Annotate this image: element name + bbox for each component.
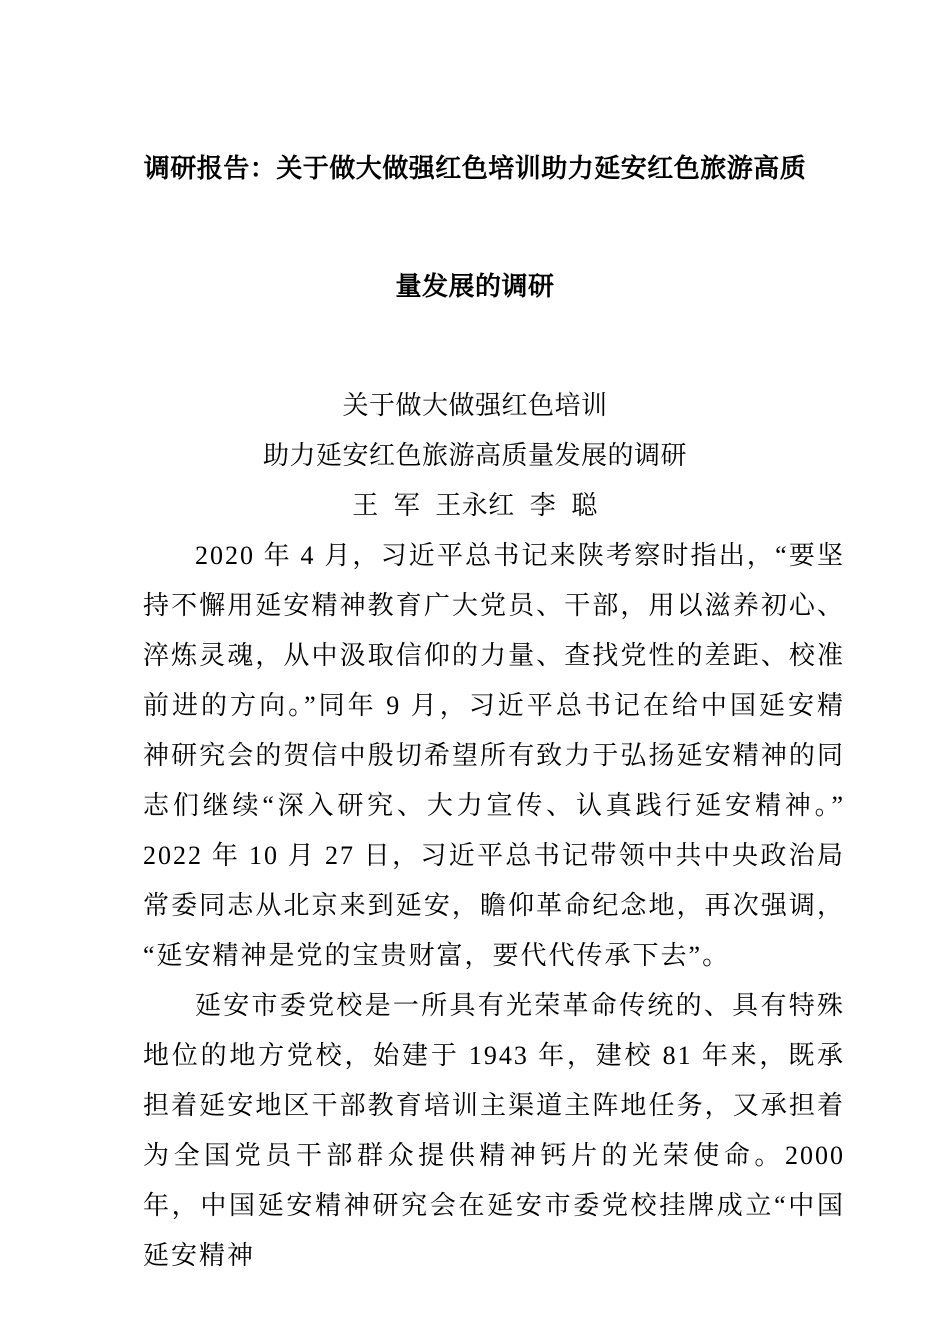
report-subtitle-line2: 助力延安红色旅游高质量发展的调研	[262, 441, 687, 470]
report-subtitle-line1: 关于做大做强红色培训	[342, 391, 608, 420]
document-title	[0, 110, 950, 346]
authors-line: 王 军 王永红 李 聪	[352, 491, 598, 520]
document-title-line1: 调研报告：关于做大做强红色培训助力延安红色旅游高质	[143, 154, 807, 183]
body-paragraph-2: 延安市委党校是一所具有光荣革命传统的、具有特殊地位的地方党校，始建于 1943 年，建校 81 年来，既承担着延安地区干部教育培训主渠道主阵地任务，又承担着为全国党员干部群众提供精神钙片的光荣使命。2000 年，中国延安精神研究会在延安市委党校挂牌成立“中国延安精神	[143, 991, 845, 1270]
body-paragraph-1: 2020 年 4 月，习近平总书记来陕考察时指出，“要坚持不懈用延安精神教育广大党员、干部，用以滋养初心、淬炼灵魂，从中汲取信仰的力量、查找党性的差距、校准前进的方向。”同年 9 月，习近平总书记在给中国延安精神研究会的贺信中殷切希望所有致力于弘扬延安精神的同志们继续“深入研究、大力宣传、认真践行延安精神。”2022 年 10 月 27 日，习近平总书记带领中共中央政治局常委同志从北京来到延安，瞻仰革命纪念地，再次强调，“延安精神是党的宝贵财富，要代代传承下去”。	[143, 541, 845, 970]
document-title-line2: 量发展的调研	[395, 272, 555, 301]
report-heading-block	[0, 381, 950, 531]
document-body	[143, 531, 845, 1281]
